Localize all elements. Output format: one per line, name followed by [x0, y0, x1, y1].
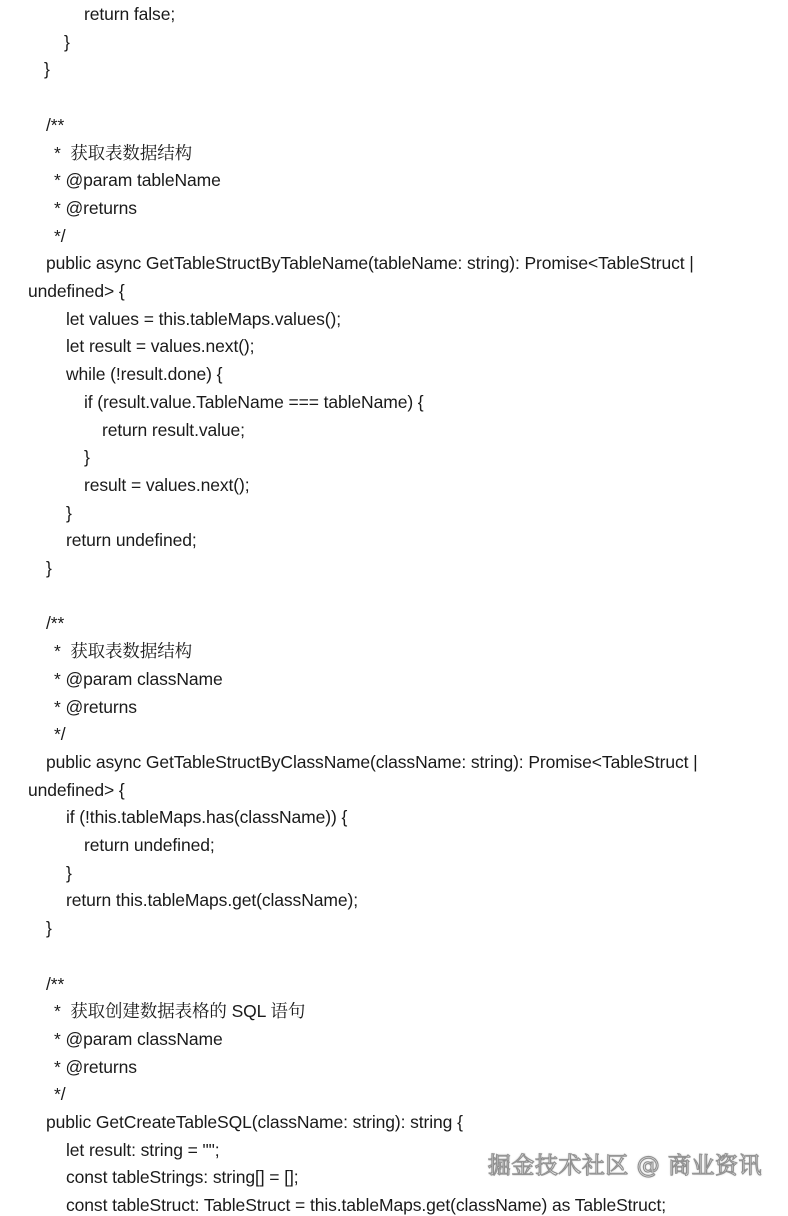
code-line: /**: [46, 973, 65, 994]
code-line: if (result.value.TableName === tableName) {: [84, 391, 424, 412]
code-line: return undefined;: [84, 835, 215, 855]
code-line: public GetCreateTableSQL(className: string): string {: [46, 1112, 463, 1132]
code-line: * 获取表数据结构: [54, 142, 193, 163]
code-line: * @returns: [54, 197, 137, 218]
code-line: const tableStruct: TableStruct = this.tableMaps.get(className) as TableStruct;: [66, 1195, 666, 1216]
code-line: let result: string = "";: [66, 1139, 220, 1160]
code-line: }: [66, 502, 72, 523]
code-line: /**: [46, 114, 65, 135]
code-line: * @param tableName: [54, 170, 221, 191]
code-line: return false;: [84, 4, 176, 24]
code-line: }: [44, 59, 50, 80]
code-line: return undefined;: [66, 530, 197, 551]
code-line: if (!this.tableMaps.has(className)) {: [66, 807, 348, 828]
code-line: }: [46, 918, 52, 939]
code-line: * 获取创建数据表格的 SQL 语句: [54, 1001, 306, 1022]
code-line: * @returns: [54, 696, 137, 717]
code-line: }: [84, 447, 90, 468]
code-line: const tableStrings: string[] = [];: [66, 1167, 299, 1188]
code-line: */: [54, 724, 66, 745]
code-line: /**: [46, 613, 65, 634]
code-line: }: [64, 31, 70, 52]
code-line: return result.value;: [102, 419, 245, 440]
code-line: let result = values.next();: [66, 336, 255, 357]
code-line: * 获取表数据结构: [54, 641, 193, 662]
code-line: */: [54, 225, 66, 246]
code-line: * @param className: [54, 1028, 223, 1049]
code-line: let values = this.tableMaps.values();: [66, 308, 341, 329]
code-line: result = values.next();: [84, 474, 250, 495]
code-line: public async GetTableStructByClassName(className: string): Promise<TableStruct |: [46, 751, 698, 772]
code-line: }: [46, 558, 52, 578]
code-line: */: [54, 1084, 66, 1105]
code-line: * @param className: [54, 668, 223, 689]
code-line: undefined> {: [28, 779, 125, 800]
code-line: * @returns: [54, 1056, 137, 1077]
code-line: while (!result.done) {: [66, 364, 223, 385]
code-line: public async GetTableStructByTableName(tableName: string): Promise<TableStruct |: [46, 253, 694, 274]
code-line: undefined> {: [28, 281, 125, 301]
code-line: return this.tableMaps.get(className);: [66, 890, 358, 911]
watermark-text: 掘金技术社区 @ 商业资讯: [487, 1153, 762, 1179]
code-line: }: [66, 862, 72, 883]
